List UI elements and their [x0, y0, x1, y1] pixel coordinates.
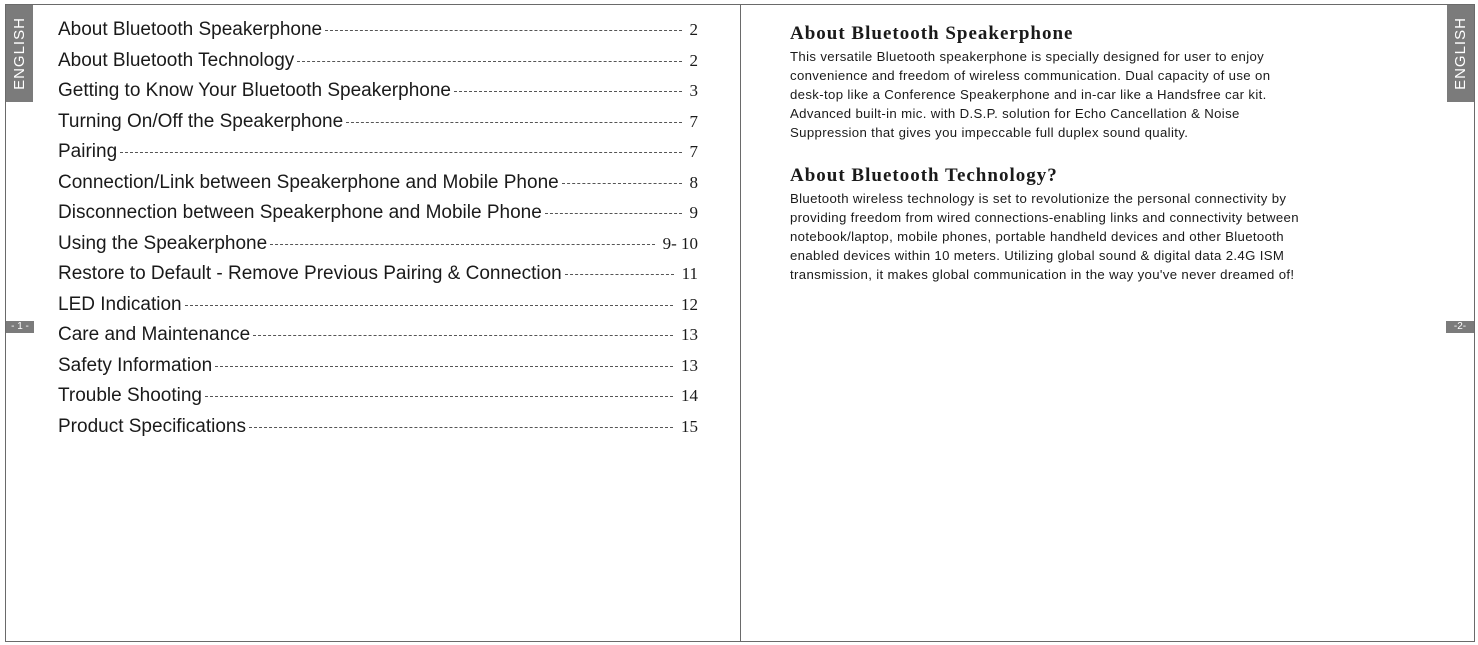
body-line: convenience and freedom of wireless communication. Dual capacity of use on	[790, 68, 1271, 83]
body-line: Advanced built-in mic. with D.S.P. solution for Echo Cancellation & Noise	[790, 106, 1240, 121]
toc-entry[interactable]	[58, 19, 698, 50]
toc-entry[interactable]	[58, 50, 698, 81]
toc-title: Product Specifications	[58, 415, 246, 437]
toc-title: About Bluetooth Speakerphone	[58, 19, 323, 40]
toc-leader-dots	[325, 30, 681, 31]
toc-leader-dots	[253, 335, 673, 336]
toc-title: About Bluetooth Technology	[58, 49, 295, 71]
section-heading: About Bluetooth Technology?	[790, 165, 1058, 186]
toc-leader-dots	[346, 122, 681, 123]
toc-page-number: 13	[681, 325, 698, 344]
toc-title: Disconnection between Speakerphone and Mobile Phone	[58, 202, 542, 223]
toc-page-number: 14	[681, 386, 698, 405]
left-page	[5, 4, 741, 642]
body-line: Bluetooth wireless technology is set to revolutionize the personal connectivity by	[790, 191, 1287, 206]
toc-entry[interactable]	[58, 172, 698, 203]
toc-page-number: 11	[681, 264, 698, 283]
toc-entry[interactable]	[58, 80, 698, 111]
toc-title: Trouble Shooting	[58, 385, 203, 406]
toc-leader-dots	[120, 152, 681, 153]
toc-title: Connection/Link between Speakerphone and Mobile Phone	[58, 171, 559, 193]
body-line: enabled devices within 10 meters. Utilizing global sound & digital data 2.4G ISM	[790, 248, 1285, 263]
body-line: This versatile Bluetooth speakerphone is specially designed for user to enjoy	[790, 49, 1265, 64]
toc-title: Using the Speakerphone	[58, 232, 268, 254]
toc-leader-dots	[565, 274, 674, 275]
toc-entry[interactable]	[58, 355, 698, 386]
section-body	[790, 189, 1455, 284]
toc-page-number: 2	[689, 20, 698, 39]
toc-entry[interactable]	[58, 263, 698, 294]
section-heading: About Bluetooth Speakerphone	[790, 23, 1074, 44]
language-tab	[6, 5, 33, 102]
toc-title: LED Indication	[58, 293, 182, 315]
toc-entry[interactable]	[58, 294, 698, 325]
body-line: transmission, it makes global communication in the way you've never dreamed of!	[790, 267, 1295, 282]
toc-leader-dots	[562, 183, 682, 184]
toc-page-number: 12	[681, 294, 698, 314]
toc-title: Turning On/Off the Speakerphone	[58, 110, 344, 132]
toc-entry[interactable]	[58, 141, 698, 172]
body-line: Suppression that gives you impeccable full duplex sound quality.	[790, 125, 1189, 140]
page-number: -2-	[1446, 321, 1474, 333]
toc-page-number: 15	[681, 416, 698, 436]
language-tab	[1447, 5, 1474, 102]
toc-page-number: 13	[681, 355, 698, 375]
toc-leader-dots	[545, 213, 682, 214]
section-about-technology	[790, 165, 1455, 284]
language-tab-label: ENGLISH	[1452, 17, 1470, 90]
toc-entry[interactable]	[58, 416, 698, 447]
body-line: desk-top like a Conference Speakerphone and in-car like a Handsfree car kit.	[790, 87, 1267, 102]
toc-page-number: 2	[689, 50, 698, 70]
body-line: providing freedom from wired connections-enabling links and connectivity between	[790, 210, 1299, 225]
toc-page-number: 9- 10	[662, 233, 698, 253]
toc-leader-dots	[270, 244, 654, 245]
right-page	[740, 4, 1475, 642]
toc-page-number: 7	[689, 142, 698, 161]
toc-title: Care and Maintenance	[58, 324, 251, 345]
toc-page-number: 3	[689, 81, 698, 100]
toc-leader-dots	[249, 427, 673, 428]
section-about-speakerphone	[790, 23, 1450, 142]
page-number: - 1 -	[6, 321, 34, 333]
toc-entry[interactable]	[58, 233, 698, 264]
toc-title: Pairing	[58, 141, 118, 162]
toc-leader-dots	[215, 366, 673, 367]
section-body	[790, 47, 1450, 142]
toc-entry[interactable]	[58, 385, 698, 416]
toc-title: Getting to Know Your Bluetooth Speakerphone	[58, 80, 451, 101]
toc-leader-dots	[205, 396, 673, 397]
toc-entry[interactable]	[58, 202, 698, 233]
toc-page-number: 7	[689, 111, 698, 131]
toc-leader-dots	[454, 91, 682, 92]
toc-page-number: 8	[689, 172, 698, 192]
body-line: notebook/laptop, mobile phones, portable handheld devices and other Bluetooth	[790, 229, 1284, 244]
toc-leader-dots	[185, 305, 673, 306]
toc-title: Restore to Default - Remove Previous Pairing & Connection	[58, 263, 562, 284]
toc-entry[interactable]	[58, 111, 698, 142]
toc-leader-dots	[297, 61, 681, 62]
toc-entry[interactable]	[58, 324, 698, 355]
toc-page-number: 9	[689, 203, 698, 222]
toc-title: Safety Information	[58, 354, 213, 376]
table-of-contents	[58, 19, 698, 446]
language-tab-label: ENGLISH	[11, 17, 29, 90]
